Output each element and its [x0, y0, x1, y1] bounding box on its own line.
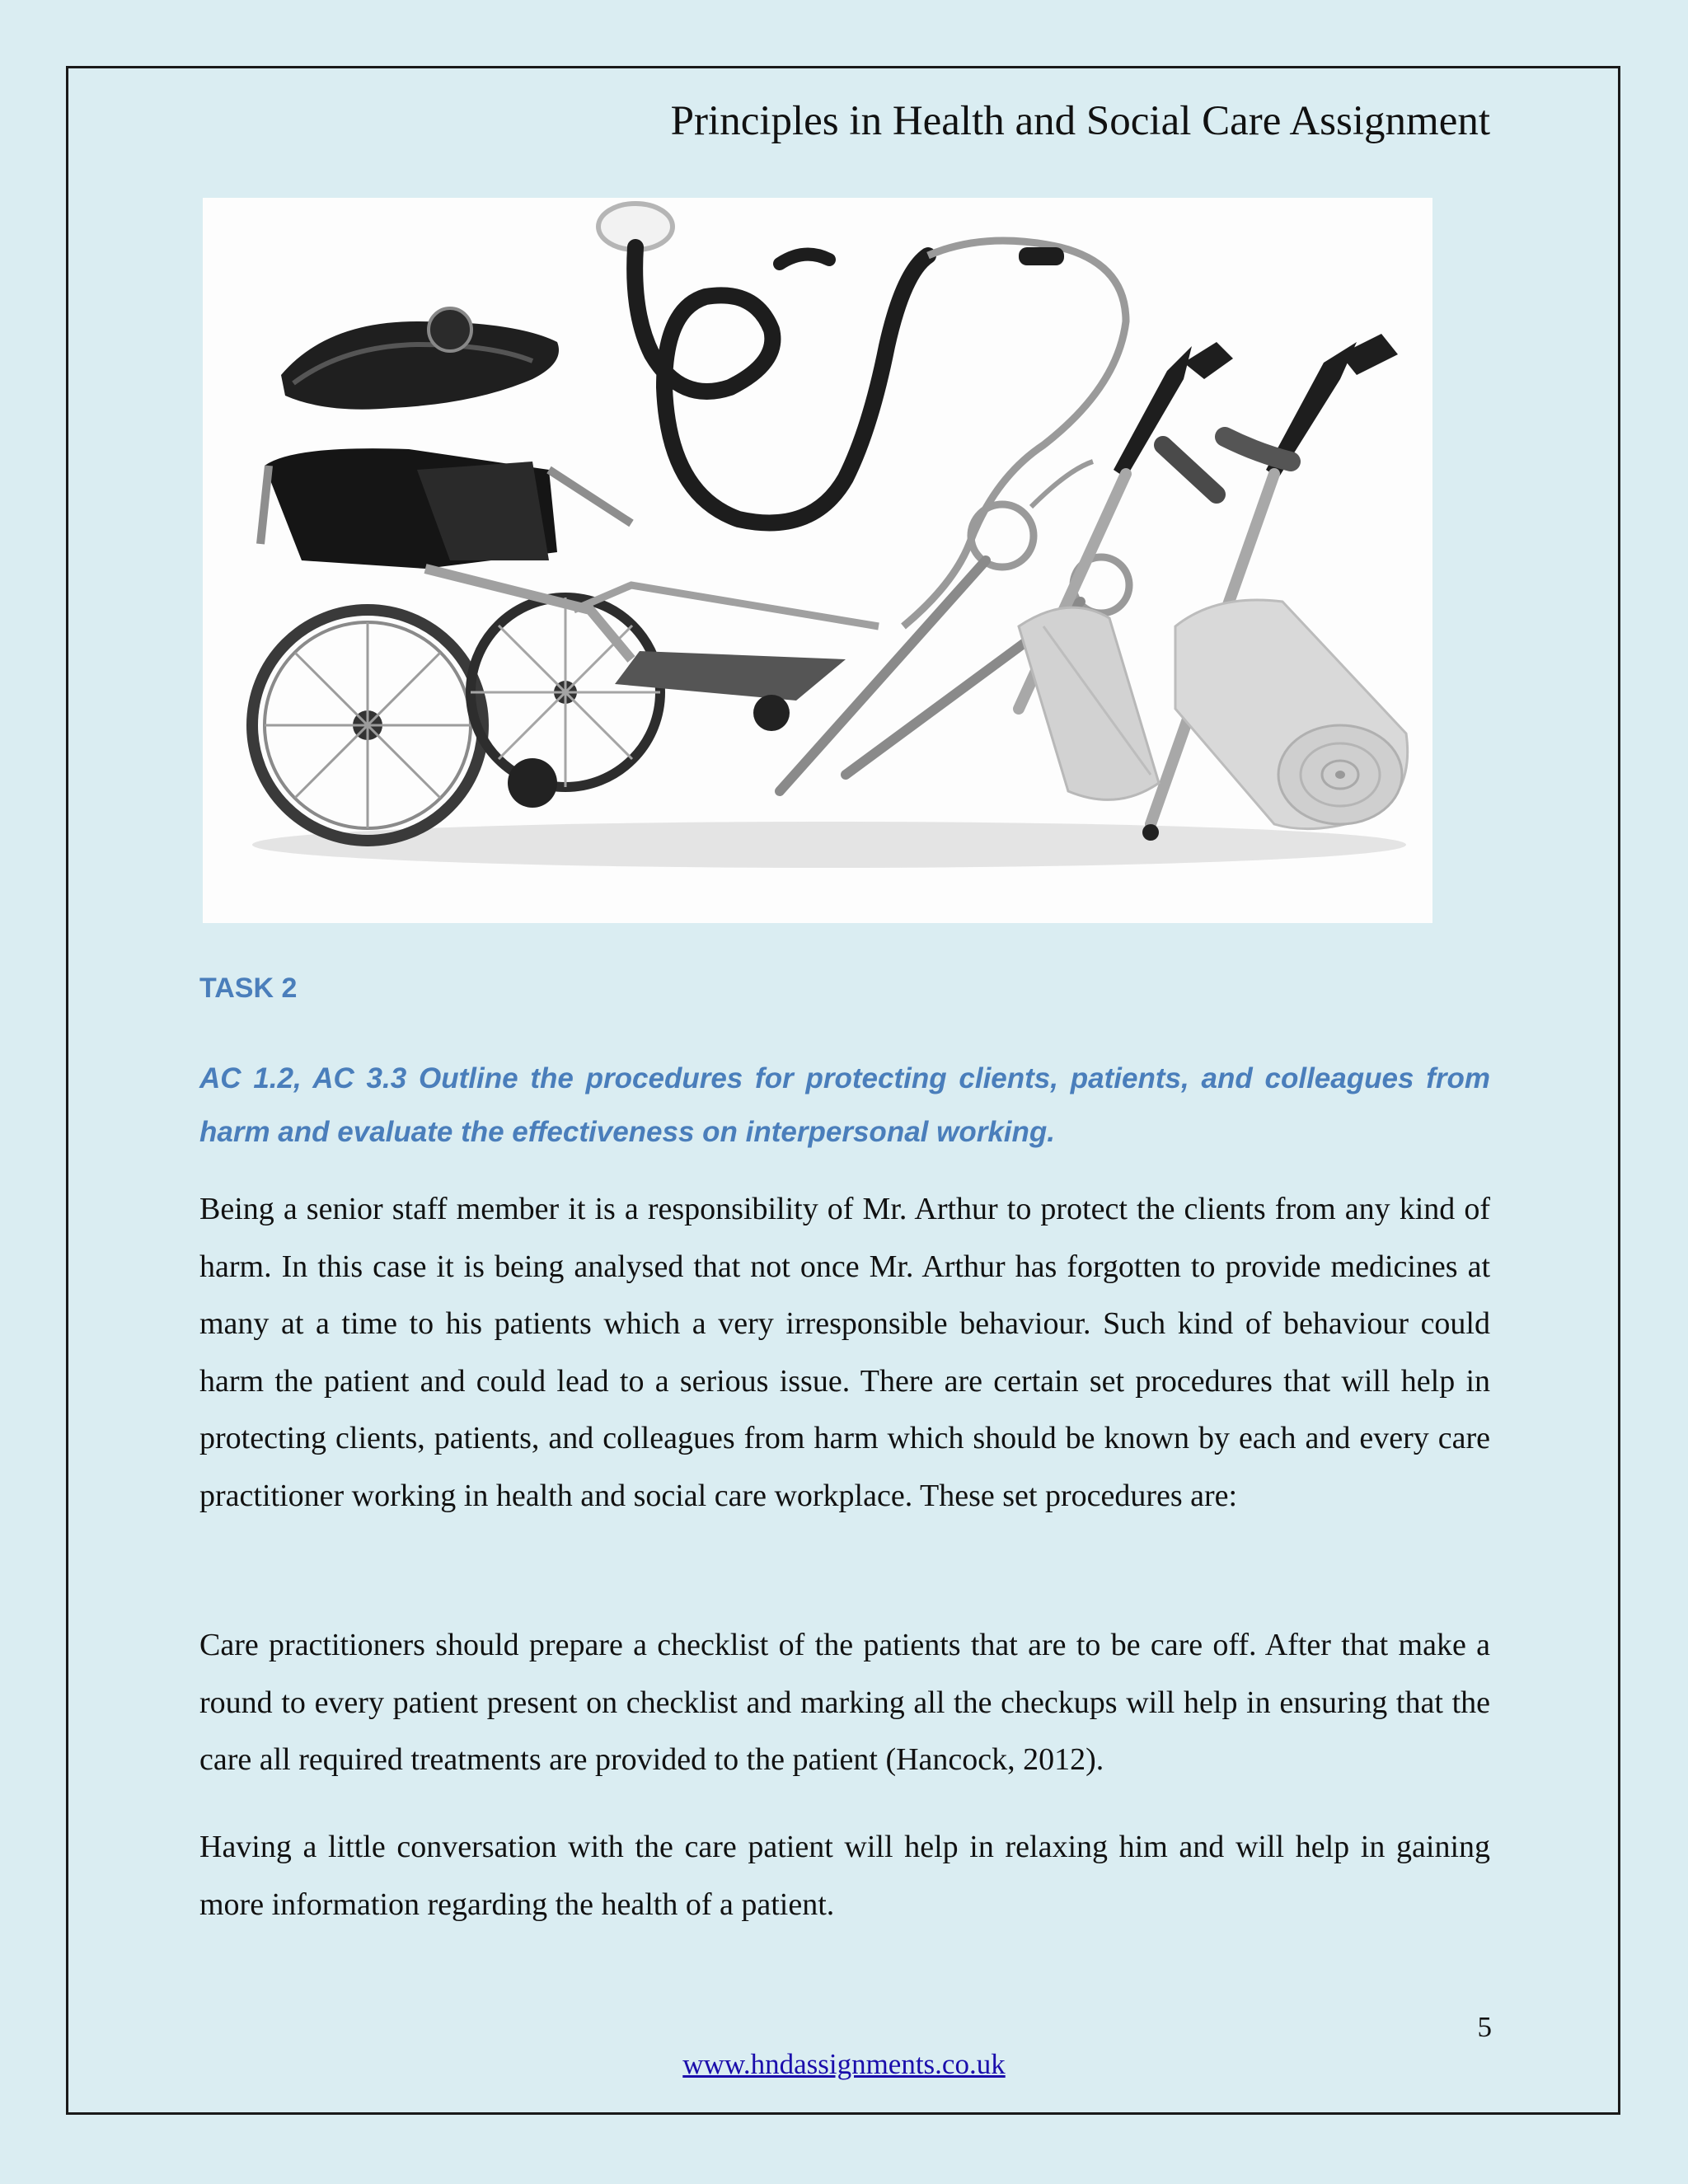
page-header-title: Principles in Health and Social Care Assignment — [670, 98, 1490, 144]
stethoscope-icon — [598, 204, 1126, 626]
medical-equipment-image — [203, 198, 1432, 923]
body-paragraph: Having a little conversation with the care patient will help in relaxing him and will help in gaining more information regarding the health of a patient. — [199, 1830, 1490, 1922]
task-heading: TASK 2 — [199, 972, 298, 1004]
website-link[interactable]: www.hndassignments.co.uk — [682, 2048, 1006, 2080]
page-number: 5 — [1477, 2011, 1492, 2043]
body-paragraph: Care practitioners should prepare a checklist of the patients that are to be care off. After that make a round to every patient present on checklist and marking all the checkups will help in ensuring that the care all required treatments are provided to the patient (Hancock, 2012). — [199, 1628, 1490, 1777]
assignment-question: AC 1.2, AC 3.3 Outline the procedures for protecting clients, patients, and colleagues from harm and evaluate the effectiveness on interpersonal working. — [199, 1062, 1490, 1148]
body-paragraph: Being a senior staff member it is a responsibility of Mr. Arthur to protect the clients from any kind of harm. In this case it is being analysed that not once Mr. Arthur has forgotten to provide medicines at many at a time to his patients which a very irresponsible behaviour. Such kind of behaviour could harm the patient and could lead to a serious issue. There are certain set procedures that will help in protecting clients, patients, and colleagues from harm which should be known by each and every care practitioner working in health and social care workplace. These set procedures are: — [199, 1192, 1490, 1513]
bandage-roll-icon — [1019, 600, 1408, 829]
blood-pressure-cuff-icon — [281, 308, 559, 410]
